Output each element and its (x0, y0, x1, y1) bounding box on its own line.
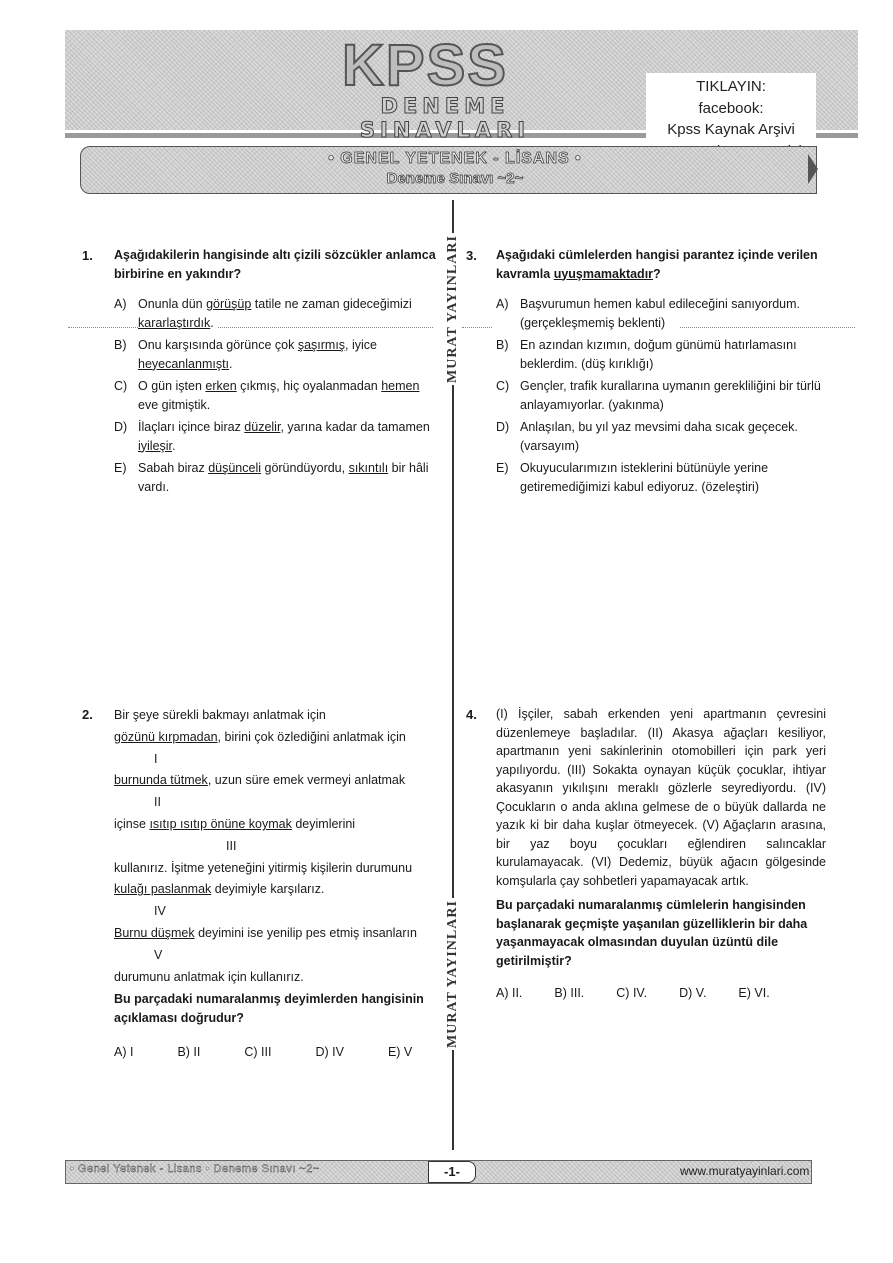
question-number: 1. (82, 248, 93, 263)
option-d[interactable]: D) IV (315, 1045, 344, 1060)
option-e[interactable]: E) Okuyucularımızın isteklerini bütünüyle yerine getiremediğimizi kabul ediyoruz. (özeleştiri) (496, 461, 769, 494)
option-e[interactable]: E) Sabah biraz düşünceli göründüyordu, sıkıntılı bir hâli vardı. (114, 461, 429, 494)
option-e[interactable]: E) VI. (738, 986, 770, 1000)
dotted-guide (68, 326, 138, 328)
option-d[interactable]: D) V. (679, 986, 707, 1000)
passage-line: burnunda tütmek, uzun süre emek vermeyi anlatmak (114, 773, 406, 788)
passage-line: durumunu anlatmak için kullanırız. (114, 969, 304, 984)
question-number: 2. (82, 707, 93, 722)
publisher-side-mark: MURAT YAYINLARI (445, 235, 460, 383)
promo-line-3[interactable]: Kpss Kaynak Arşivi (667, 121, 795, 138)
option-label: B) (496, 338, 509, 352)
option-a[interactable]: A) Başvurumun hemen kabul edileceğini sanıyordum. (gerçekleşmemiş beklenti) (496, 297, 801, 330)
dotted-guide (680, 326, 855, 328)
promo-line-2: facebook: (698, 99, 764, 117)
option-b[interactable]: B) II (177, 1045, 201, 1060)
passage-line: Burnu düşmek deyimini ise yenilip pes etmiş insanların (114, 925, 417, 940)
option-c[interactable]: C) IV. (616, 986, 648, 1000)
option-a[interactable]: A) I (114, 1045, 134, 1060)
exam-subtitle: • GENEL YETENEK - LİSANS • (328, 150, 582, 167)
question-stem: Bu parçadaki numaralanmış cümlelerin hangisinden başlanarak geçmişte yaşanılan güzelliklerin bir daha yaşanmayacak olmasından duyulan üzüntü dile getirilmiştir? (496, 898, 808, 968)
dotted-guide (218, 326, 433, 328)
option-a[interactable]: A) Onunla dün görüşüp tatile ne zaman gideceğimizi kararlaştırdık. (114, 297, 412, 330)
dotted-guide (462, 326, 492, 328)
option-a[interactable]: A) II. (496, 986, 523, 1000)
header-title: DENEME SINAVLARI (359, 94, 531, 142)
option-label: A) (496, 297, 509, 311)
roman-marker: II (154, 795, 161, 810)
option-c[interactable]: C) III (244, 1045, 272, 1060)
option-label: A) (114, 297, 127, 311)
question-3 (496, 246, 826, 496)
page-number: -1- (428, 1161, 476, 1183)
option-c[interactable]: C) O gün işten erken çıkmış, hiç oyalanmadan hemen eve gitmiştik. (114, 379, 420, 412)
promo-line-1: TIKLAYIN: (696, 78, 766, 95)
option-e[interactable]: E) V (387, 1045, 413, 1060)
option-d[interactable]: D) İlaçları içince biraz düzelir, yarına kadar da tamamen iyileşir. (114, 420, 430, 453)
option-c[interactable]: C) Gençler, trafik kurallarına uymanın gerekliliğini bir türlü anlayamıyorlar. (yakınma) (496, 379, 821, 412)
question-stem: Bu parçadaki numaralanmış deyimlerden hangisinin açıklaması doğrudur? (114, 992, 424, 1026)
footer-exam-label: • Genel Yetenek - Lisans • Deneme Sınavı ~2~ (70, 1163, 320, 1175)
passage-line: Bir şeye sürekli bakmayı anlatmak için (114, 708, 326, 722)
option-b[interactable]: B) En azından kızımın, doğum günümü hatırlamasını beklerdim. (düş kırıklığı) (496, 338, 797, 371)
passage-line: kullanırız. İşitme yeteneğini yitirmiş kişilerin durumunu (114, 860, 413, 875)
option-label: C) (114, 379, 128, 393)
publisher-website-link[interactable]: www.muratyayinlari.com (680, 1164, 810, 1178)
question-stem: Aşağıdaki cümlelerden hangisi parantez içinde verilen kavramla uyuşmamaktadır? (496, 248, 818, 281)
answer-options (496, 984, 826, 1003)
option-label: D) (496, 420, 510, 434)
option-label: C) (496, 379, 510, 393)
question-passage: (I) İşçiler, sabah erkenden yeni apartmanın çevresini düzenlemeye başladılar. (II) Akasya ağaçları kesiliyor, apartmanın yeni sakinlerinin otomobilleri için park yeri yapılıyordu. (III) Sokakta oynayan küçük çocuklar, ihtiyar akasyanın yıkılışını meraklı gözlerle seyrediyordu. (IV) Çocukların o anda aklına gelmese de o büyük dallarda ne yazık ki bir daha kuşlar ötmeyecek. (V) Ağaçların arasına, bir yaz boyu çocukları eğlendiren salıncaklar kurulamayacak. (VI) Dedemiz, büyük ağacın gölgesinde komşularla çay sohbetleri yapamayacak artık. (496, 707, 826, 888)
option-d[interactable]: D) Anlaşılan, bu yıl yaz mevsimi daha sıcak geçecek. (varsayım) (496, 420, 798, 453)
publisher-side-mark: MURAT YAYINLARI (445, 900, 460, 1048)
option-label: E) (114, 461, 127, 475)
subheader-arrow (808, 154, 818, 184)
kpss-logo: KPSS (342, 33, 508, 98)
option-label: E) (496, 461, 509, 475)
question-4 (496, 705, 826, 1003)
roman-marker: IV (154, 904, 166, 919)
option-label: B) (114, 338, 127, 352)
question-number: 3. (466, 248, 477, 263)
passage-line: gözünü kırpmadan, birini çok özlediğini anlatmak için (114, 729, 406, 744)
question-stem: Aşağıdakilerin hangisinde altı çizili sözcükler anlamca birbirine en yakındır? (114, 248, 436, 281)
roman-marker: III (226, 838, 237, 853)
option-b[interactable]: B) Onu karşısında görünce çok şaşırmış, iyice heyecanlanmıştı. (114, 338, 377, 371)
option-label: D) (114, 420, 128, 434)
option-b[interactable]: B) III. (554, 986, 585, 1000)
question-2 (114, 705, 444, 1064)
roman-marker: V (154, 947, 163, 962)
question-1 (114, 246, 440, 496)
passage-line: kulağı paslanmak deyimiyle karşılarız. (114, 882, 325, 897)
passage-line: içinse ısıtıp ısıtıp önüne koymak deyimlerini (114, 816, 356, 831)
answer-options (114, 1042, 444, 1064)
roman-marker: I (154, 751, 158, 766)
exam-number: Deneme Sınavı ~2~ (386, 170, 524, 187)
question-number: 4. (466, 707, 477, 722)
